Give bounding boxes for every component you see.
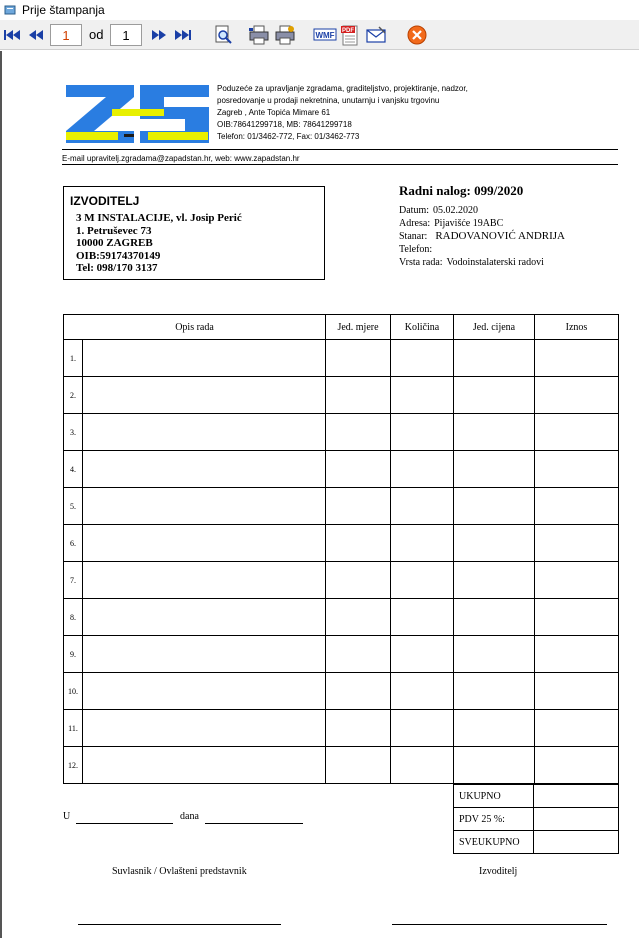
- company-line: Telefon: 01/3462-772, Fax: 01/3462-773: [217, 132, 360, 141]
- place-label: U: [63, 811, 71, 822]
- datum-value: 05.02.2020: [433, 205, 478, 216]
- jed-cijena-cell: [454, 636, 535, 673]
- iznos-cell: [535, 747, 619, 784]
- pdv-value: [534, 808, 619, 831]
- kolicina-cell: [391, 747, 454, 784]
- opis-cell: [83, 747, 326, 784]
- pdv-label: PDV 25 %:: [454, 808, 534, 831]
- opis-cell: [83, 414, 326, 451]
- jed-mjere-cell: [326, 340, 391, 377]
- iznos-cell: [535, 340, 619, 377]
- row-number: 4.: [64, 451, 83, 488]
- izvoditelj-box: [63, 186, 325, 280]
- jed-cijena-cell: [454, 451, 535, 488]
- jed-cijena-cell: [454, 377, 535, 414]
- header-divider: [62, 149, 618, 150]
- kolicina-cell: [391, 488, 454, 525]
- current-page-input[interactable]: 1: [50, 24, 82, 46]
- opis-cell: [83, 377, 326, 414]
- telefon-label: Telefon:: [399, 244, 433, 255]
- jed-mjere-cell: [326, 636, 391, 673]
- company-line: Poduzeće za upravljanje zgradama, graditeljstvo, projektiranje, nadzor,: [217, 84, 468, 93]
- company-line: OIB:78641299718, MB: 78641299718: [217, 120, 352, 129]
- page-of-label: od: [89, 27, 104, 42]
- previous-page-button[interactable]: [25, 24, 47, 46]
- row-number: 11.: [64, 710, 83, 747]
- row-number: 1.: [64, 340, 83, 377]
- jed-mjere-cell: [326, 673, 391, 710]
- izvoditelj-title: IZVODITELJ: [70, 194, 140, 208]
- place-underline: [76, 823, 173, 824]
- last-page-button[interactable]: [171, 24, 193, 46]
- kolicina-cell: [391, 340, 454, 377]
- iznos-cell: [535, 414, 619, 451]
- iznos-cell: [535, 451, 619, 488]
- jed-cijena-cell: [454, 488, 535, 525]
- table-row: [64, 673, 619, 710]
- table-row: [64, 525, 619, 562]
- next-page-icon: [150, 29, 168, 41]
- vrsta-rada-label: Vrsta rada:: [399, 257, 443, 268]
- work-order-title: Radni nalog: 099/2020: [399, 183, 524, 198]
- row-number: 6.: [64, 525, 83, 562]
- owner-signature-line: [78, 924, 281, 925]
- jed-cijena-cell: [454, 340, 535, 377]
- company-line: Zagreb , Ante Topića Mimare 61: [217, 108, 331, 117]
- datum-label: Datum:: [399, 205, 429, 216]
- preview-toolbar: [0, 20, 639, 50]
- next-page-button[interactable]: [148, 24, 170, 46]
- iznos-cell: [535, 599, 619, 636]
- kolicina-cell: [391, 636, 454, 673]
- work-items-table: [63, 314, 619, 784]
- jed-mjere-cell: [326, 525, 391, 562]
- close-button[interactable]: [406, 24, 428, 46]
- jed-mjere-cell: [326, 599, 391, 636]
- iznos-cell: [535, 377, 619, 414]
- kolicina-cell: [391, 525, 454, 562]
- vrsta-rada-value: Vodoinstalaterski radovi: [446, 257, 544, 268]
- last-page-icon: [172, 29, 192, 41]
- table-row: [64, 599, 619, 636]
- window-title: Prije štampanja: [22, 3, 105, 17]
- opis-cell: [83, 636, 326, 673]
- pdf-file-icon: [340, 24, 360, 46]
- row-number: 7.: [64, 562, 83, 599]
- iznos-cell: [535, 673, 619, 710]
- totals-table: [453, 784, 619, 854]
- jed-cijena-cell: [454, 673, 535, 710]
- table-row: [64, 377, 619, 414]
- opis-cell: [83, 562, 326, 599]
- sveukupno-label: SVEUKUPNO: [454, 831, 534, 854]
- table-row: [64, 636, 619, 673]
- stanar-label: Stanar:: [399, 231, 428, 242]
- svg-text:PDF: PDF: [342, 28, 354, 34]
- owner-signature-label: Suvlasnik / Ovlašteni predstavnik: [112, 866, 247, 877]
- row-number: 8.: [64, 599, 83, 636]
- printer-setup-icon: [274, 25, 296, 45]
- ukupno-value: [534, 785, 619, 808]
- opis-cell: [83, 710, 326, 747]
- opis-cell: [83, 673, 326, 710]
- first-page-icon: [3, 29, 23, 41]
- kolicina-cell: [391, 673, 454, 710]
- work-order-details: [399, 183, 629, 269]
- sveukupno-value: [534, 831, 619, 854]
- iznos-cell: [535, 488, 619, 525]
- first-page-button[interactable]: [2, 24, 24, 46]
- adresa-label: Adresa:: [399, 218, 431, 229]
- table-row: [64, 414, 619, 451]
- print-setup-button[interactable]: [274, 24, 296, 46]
- table-row: [64, 710, 619, 747]
- adresa-value: Pijavišće 19ABC: [434, 218, 504, 229]
- row-number: 3.: [64, 414, 83, 451]
- row-number: 12.: [64, 747, 83, 784]
- table-row: [64, 488, 619, 525]
- header-opis-rada: Opis rada: [64, 315, 326, 340]
- iznos-cell: [535, 710, 619, 747]
- table-row: [64, 340, 619, 377]
- opis-cell: [83, 340, 326, 377]
- contractor-signature-label: Izvoditelj: [479, 866, 518, 877]
- izvoditelj-line: OIB:59174370149: [76, 249, 161, 262]
- row-number: 5.: [64, 488, 83, 525]
- company-info: [217, 83, 517, 143]
- opis-cell: [83, 525, 326, 562]
- envelope-icon: [365, 25, 387, 45]
- row-number: 10.: [64, 673, 83, 710]
- jed-cijena-cell: [454, 599, 535, 636]
- iznos-cell: [535, 562, 619, 599]
- previous-page-icon: [27, 29, 45, 41]
- jed-cijena-cell: [454, 562, 535, 599]
- izvoditelj-line: 1. Petruševec 73: [76, 224, 152, 237]
- zoom-page-icon: [213, 25, 233, 45]
- jed-cijena-cell: [454, 525, 535, 562]
- iznos-cell: [535, 636, 619, 673]
- header-iznos: Iznos: [535, 315, 619, 340]
- header-jed-cijena: Jed. cijena: [454, 315, 535, 340]
- jed-cijena-cell: [454, 747, 535, 784]
- company-logo: [64, 83, 211, 146]
- header-kolicina: Količina: [391, 315, 454, 340]
- print-button[interactable]: [248, 24, 270, 46]
- report-page: [0, 51, 639, 938]
- wmf-file-icon: [313, 25, 337, 45]
- opis-cell: [83, 599, 326, 636]
- kolicina-cell: [391, 562, 454, 599]
- jed-mjere-cell: [326, 414, 391, 451]
- kolicina-cell: [391, 710, 454, 747]
- export-wmf-button[interactable]: [313, 24, 337, 46]
- date-label: dana: [180, 811, 199, 822]
- jed-mjere-cell: [326, 488, 391, 525]
- row-number: 9.: [64, 636, 83, 673]
- header-divider-bottom: [62, 164, 618, 165]
- table-row: [64, 562, 619, 599]
- jed-mjere-cell: [326, 710, 391, 747]
- total-pages-field: 1: [110, 24, 142, 46]
- company-email-web: E-mail upravitelj.zgradama@zapadstan.hr, web: www.zapadstan.hr: [62, 154, 300, 163]
- company-line: posredovanje u prodaji nekretnina, unutarnju i vanjsku trgovinu: [217, 96, 440, 105]
- jed-mjere-cell: [326, 747, 391, 784]
- printer-icon: [248, 25, 270, 45]
- izvoditelj-line: 3 M INSTALACIJE, vl. Josip Perić: [76, 212, 242, 224]
- zoom-button[interactable]: [212, 24, 234, 46]
- kolicina-cell: [391, 451, 454, 488]
- iznos-cell: [535, 525, 619, 562]
- svg-text:WMF: WMF: [315, 31, 335, 40]
- kolicina-cell: [391, 414, 454, 451]
- jed-mjere-cell: [326, 377, 391, 414]
- print-preview-icon: [4, 4, 16, 16]
- export-pdf-button[interactable]: [339, 24, 361, 46]
- window-titlebar: [0, 0, 639, 20]
- jed-cijena-cell: [454, 414, 535, 451]
- jed-cijena-cell: [454, 710, 535, 747]
- header-jed-mjere: Jed. mjere: [326, 315, 391, 340]
- izvoditelj-line: 10000 ZAGREB: [76, 237, 153, 249]
- date-underline: [205, 823, 303, 824]
- row-number: 2.: [64, 377, 83, 414]
- table-row: [64, 451, 619, 488]
- jed-mjere-cell: [326, 451, 391, 488]
- kolicina-cell: [391, 599, 454, 636]
- opis-cell: [83, 488, 326, 525]
- stanar-value: RADOVANOVIĆ ANDRIJA: [435, 230, 565, 242]
- jed-mjere-cell: [326, 562, 391, 599]
- close-icon: [407, 25, 427, 45]
- opis-cell: [83, 451, 326, 488]
- kolicina-cell: [391, 377, 454, 414]
- table-row: [64, 747, 619, 784]
- send-email-button[interactable]: [365, 24, 387, 46]
- contractor-signature-line: [392, 924, 607, 925]
- izvoditelj-line: Tel: 098/170 3137: [76, 262, 158, 274]
- ukupno-label: UKUPNO: [454, 785, 534, 808]
